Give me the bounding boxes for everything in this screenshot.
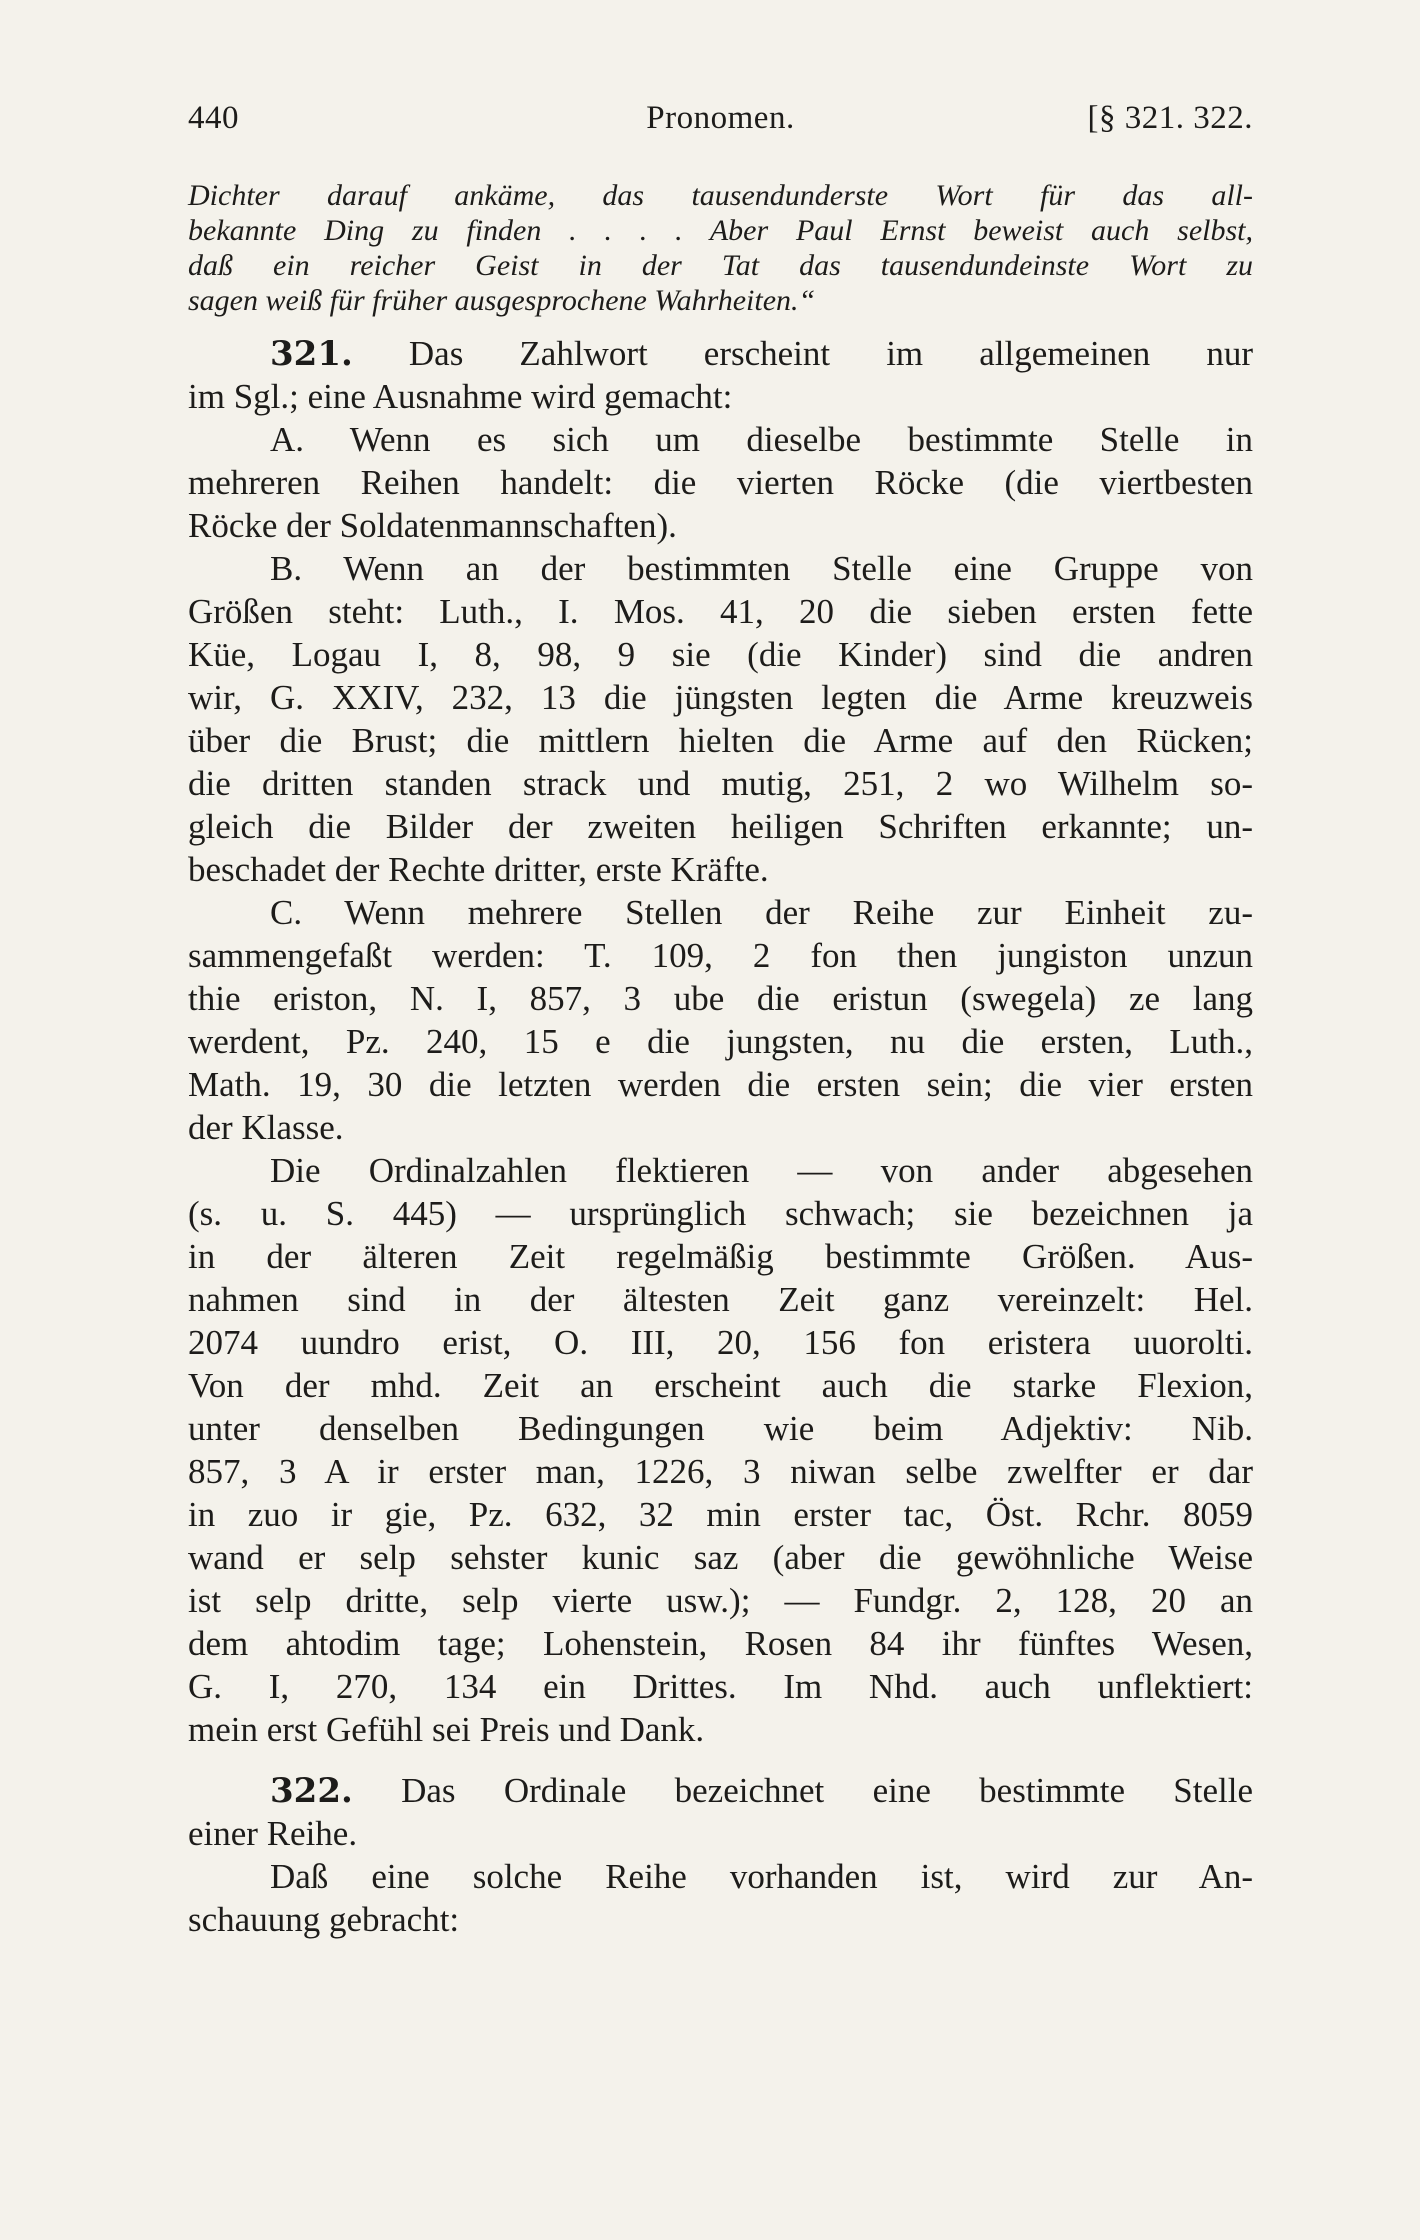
text-line: (s. u. S. 445) — ursprünglich schwach; sie bezeichnen ja bbox=[188, 1194, 1253, 1233]
text-line: sammengefaßt werden: T. 109, 2 fon then jungiston unzun bbox=[188, 936, 1253, 975]
text-line: werdent, Pz. 240, 15 e die jungsten, nu die ersten, Luth., bbox=[188, 1022, 1253, 1061]
text-line: 2074 uundro erist, O. III, 20, 156 fon eristera uuorolti. bbox=[188, 1323, 1253, 1362]
section-gap bbox=[188, 1751, 1253, 1769]
text-line: schauung gebracht: bbox=[188, 1900, 460, 1939]
section-number: 321. bbox=[270, 334, 353, 374]
text-line: in zuo ir gie, Pz. 632, 32 min erster tac, Öst. Rchr. 8059 bbox=[188, 1495, 1253, 1534]
text-line: nahmen sind in der ältesten Zeit ganz vereinzelt: Hel. bbox=[188, 1280, 1253, 1319]
text-line: Küe, Logau I, 8, 98, 9 sie (die Kinder) sind die andren bbox=[188, 635, 1253, 674]
text-line: die dritten standen strack und mutig, 251, 2 wo Wilhelm so- bbox=[188, 764, 1253, 803]
quote-line: Dichter darauf ankäme, das tausendunderste Wort für das all- bbox=[188, 179, 1253, 212]
text-line: Röcke der Soldatenmannschaften). bbox=[188, 506, 677, 545]
quote-line: daß ein reicher Geist in der Tat das tausendundeinste Wort zu bbox=[188, 249, 1253, 282]
text-line: B. Wenn an der bestimmten Stelle eine Gruppe von bbox=[270, 549, 1253, 588]
text-line: Math. 19, 30 die letzten werden die ersten sein; die vier ersten bbox=[188, 1065, 1253, 1104]
text-line: gleich die Bilder der zweiten heiligen Schriften erkannte; un- bbox=[188, 807, 1253, 846]
text-line: thie eriston, N. I, 857, 3 ube die eristun (swegela) ze lang bbox=[188, 979, 1253, 1018]
text-line: über die Brust; die mittlern hielten die Arme auf den Rücken; bbox=[188, 721, 1253, 760]
text-line: beschadet der Rechte dritter, erste Kräfte. bbox=[188, 850, 769, 889]
page-header bbox=[188, 100, 1253, 150]
section-reference: [§ 321. 322. bbox=[1087, 100, 1253, 136]
section-322 bbox=[188, 1769, 1253, 1941]
section-number: 322. bbox=[270, 1771, 353, 1811]
text-line: wir, G. XXIV, 232, 13 die jüngsten legten die Arme kreuzweis bbox=[188, 678, 1253, 717]
quote-line: bekannte Ding zu finden . . . . Aber Paul Ernst beweist auch selbst, bbox=[188, 214, 1253, 247]
text-line: im Sgl.; eine Ausnahme wird gemacht: bbox=[188, 377, 733, 416]
section-321 bbox=[188, 332, 1253, 1751]
text-line: mehreren Reihen handelt: die vierten Röcke (die viertbesten bbox=[188, 463, 1253, 502]
text-line: Daß eine solche Reihe vorhanden ist, wird zur An- bbox=[270, 1857, 1253, 1896]
text-line: Größen steht: Luth., I. Mos. 41, 20 die sieben ersten fette bbox=[188, 592, 1253, 631]
quote-line: sagen weiß für früher ausgesprochene Wahrheiten.“ bbox=[188, 284, 816, 317]
page-body bbox=[188, 178, 1253, 1941]
page-number: 440 bbox=[188, 100, 239, 136]
text-line: A. Wenn es sich um dieselbe bestimmte Stelle in bbox=[270, 420, 1253, 459]
quote-block bbox=[188, 178, 1253, 318]
text-line: unter denselben Bedingungen wie beim Adjektiv: Nib. bbox=[188, 1409, 1253, 1448]
text-line: wand er selp sehster kunic saz (aber die gewöhnliche Weise bbox=[188, 1538, 1253, 1577]
text-line: G. I, 270, 134 ein Drittes. Im Nhd. auch unflektiert: bbox=[188, 1667, 1253, 1706]
text-line: Die Ordinalzahlen flektieren — von ander abgesehen bbox=[270, 1151, 1253, 1190]
text-line: mein erst Gefühl sei Preis und Dank. bbox=[188, 1710, 705, 1749]
text-line: ist selp dritte, selp vierte usw.); — Fundgr. 2, 128, 20 an bbox=[188, 1581, 1253, 1620]
text-line: dem ahtodim tage; Lohenstein, Rosen 84 ihr fünftes Wesen, bbox=[188, 1624, 1253, 1663]
text-line: einer Reihe. bbox=[188, 1814, 358, 1853]
text-line: C. Wenn mehrere Stellen der Reihe zur Einheit zu- bbox=[270, 893, 1253, 932]
section-321-first-line: 321. Das Zahlwort erscheint im allgemeinen nur bbox=[270, 334, 1253, 374]
running-title: Pronomen. bbox=[646, 100, 795, 136]
text-line: 857, 3 A ir erster man, 1226, 3 niwan selbe zwelfter er dar bbox=[188, 1452, 1253, 1491]
text-line: in der älteren Zeit regelmäßig bestimmte Größen. Aus- bbox=[188, 1237, 1253, 1276]
text-line: Von der mhd. Zeit an erscheint auch die starke Flexion, bbox=[188, 1366, 1253, 1405]
section-322-first-line: 322. Das Ordinale bezeichnet eine bestimmte Stelle bbox=[270, 1771, 1253, 1811]
text-line: der Klasse. bbox=[188, 1108, 344, 1147]
